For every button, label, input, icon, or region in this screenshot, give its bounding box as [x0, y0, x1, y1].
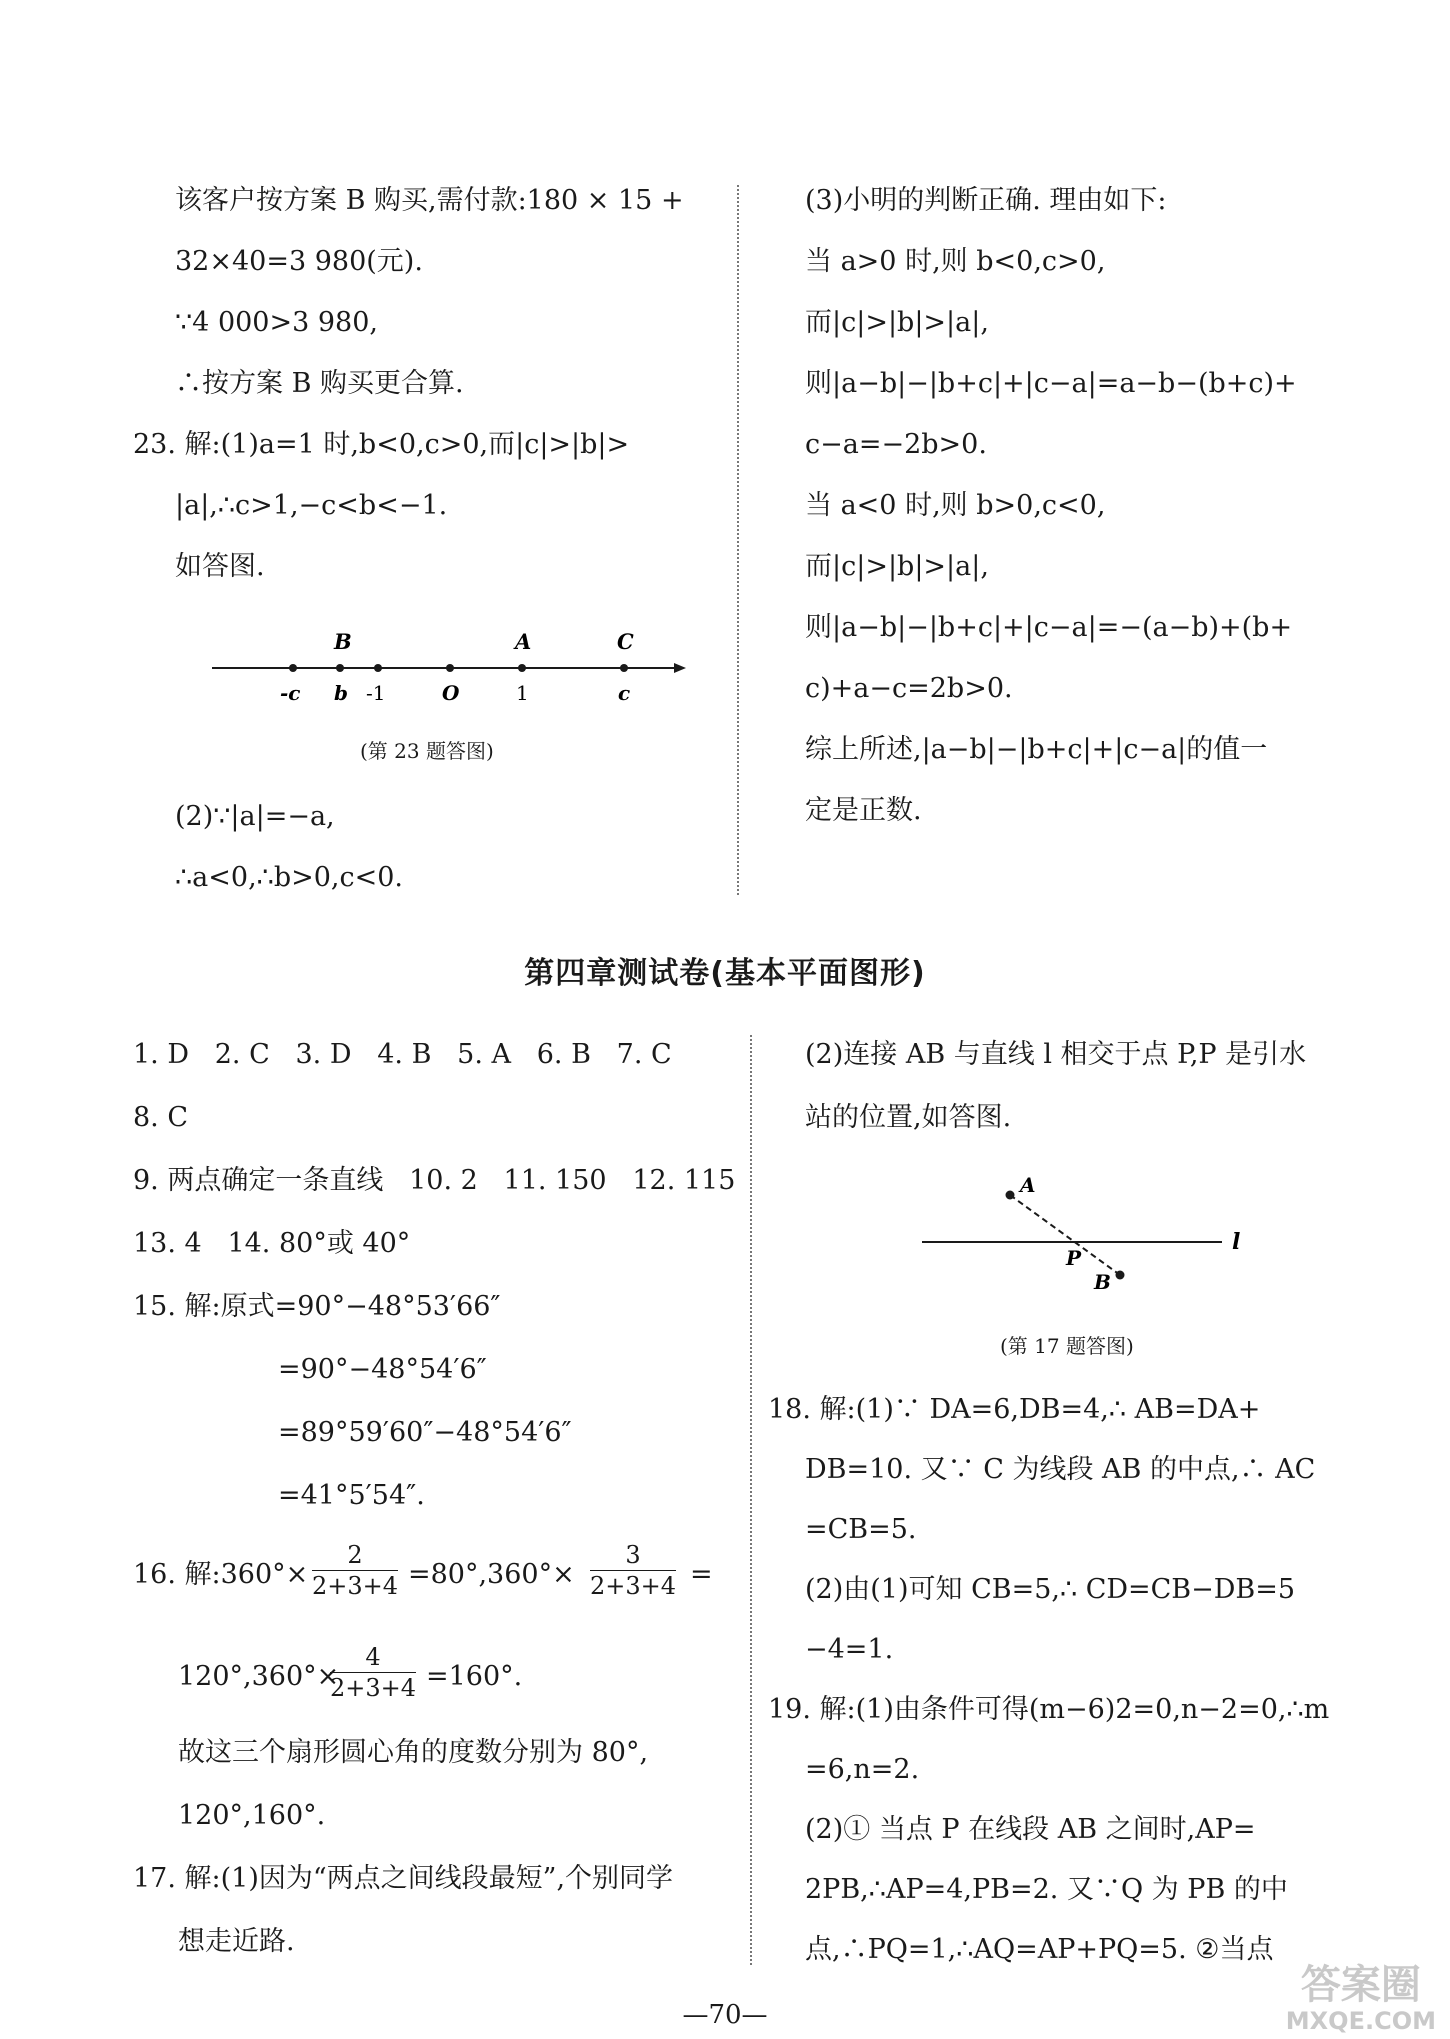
- text-line: ∴按方案 B 购买更合算.: [175, 368, 464, 399]
- text-line: 当 a>0 时,则 b<0,c>0,: [805, 246, 1106, 277]
- fraction-numerator: 4: [365, 1643, 381, 1671]
- text-line: −4=1.: [805, 1634, 894, 1665]
- text-line: DB=10. 又∵ C 为线段 AB 的中点,∴ AC: [805, 1454, 1316, 1485]
- figure-caption: (第 23 题答图): [360, 739, 494, 763]
- fraction: [590, 1540, 676, 1601]
- column-divider: [750, 1035, 752, 1965]
- column-divider: [737, 185, 739, 895]
- tick-c: c: [618, 681, 631, 705]
- text-line: 如答图.: [175, 551, 265, 582]
- label-B: B: [1094, 1270, 1111, 1294]
- text-line: 该客户按方案 B 购买,需付款:180 × 15 +: [175, 185, 684, 216]
- point-1: [518, 664, 526, 672]
- answer-line: =41°5′54″.: [278, 1480, 425, 1511]
- text-line: (2)由(1)可知 CB=5,∴ CD=CB−DB=5: [805, 1574, 1296, 1605]
- answer-line: 9. 两点确定一条直线 10. 2 11. 150 12. 115: [133, 1165, 736, 1196]
- fraction-denominator: 2+3+4: [590, 1572, 677, 1600]
- q16-prefix: 16. 解:360°×: [133, 1559, 309, 1590]
- text-line: 站的位置,如答图.: [805, 1102, 1012, 1133]
- fraction-denominator: 2+3+4: [312, 1572, 399, 1600]
- label-P: P: [1066, 1246, 1082, 1270]
- tick-neg-1: -1: [366, 681, 386, 705]
- text-line: 而|c|>|b|>|a|,: [805, 307, 989, 338]
- q16-line2-end: =160°.: [426, 1661, 523, 1692]
- q16-mid: =80°,360°×: [408, 1559, 575, 1590]
- watermark-site: MXQE.COM: [1285, 2007, 1436, 2035]
- label-C: C: [617, 629, 634, 654]
- point-c: [620, 664, 628, 672]
- line-segment-figure: [910, 1165, 1250, 1295]
- text-line: (2)∵|a|=−a,: [175, 801, 335, 832]
- fraction-numerator: 3: [625, 1541, 641, 1569]
- point-neg-1: [374, 664, 382, 672]
- fraction: [312, 1540, 398, 1601]
- text-line: 18. 解:(1)∵ DA=6,DB=4,∴ AB=DA+: [768, 1394, 1261, 1425]
- text-line: =6,n=2.: [805, 1754, 920, 1785]
- text-line: c−a=−2b>0.: [805, 429, 987, 460]
- text-line: |a|,∴c>1,−c<b<−1.: [175, 490, 448, 521]
- text-line: ∴a<0,∴b>0,c<0.: [175, 862, 404, 893]
- answer-line: =89°59′60″−48°54′6″: [278, 1417, 572, 1448]
- text-line: 当 a<0 时,则 b>0,c<0,: [805, 490, 1106, 521]
- answer-line: 13. 4 14. 80°或 40°: [133, 1228, 411, 1259]
- text-line: (3)小明的判断正确. 理由如下:: [805, 185, 1167, 216]
- q16-line2-prefix: 120°,360°×: [178, 1661, 340, 1692]
- text-line: 17. 解:(1)因为“两点之间线段最短”,个别同学: [133, 1863, 674, 1894]
- text-line: 综上所述,|a−b|−|b+c|+|c−a|的值一: [805, 734, 1268, 765]
- text-line: 而|c|>|b|>|a|,: [805, 551, 989, 582]
- tick-neg-c: -c: [280, 681, 301, 705]
- point-origin: [446, 664, 454, 672]
- text-line: (2)① 当点 P 在线段 AB 之间时,AP=: [805, 1814, 1256, 1845]
- number-line-figure: [200, 625, 700, 735]
- q16-end: =: [690, 1559, 713, 1590]
- point-neg-c: [289, 664, 297, 672]
- tick-b: b: [334, 681, 348, 705]
- figure-caption: (第 17 题答图): [1000, 1334, 1134, 1358]
- tick-O: O: [442, 681, 460, 705]
- label-A: A: [1020, 1173, 1036, 1197]
- watermark: [1286, 1963, 1436, 2035]
- text-line: 点,∴PQ=1,∴AQ=AP+PQ=5. ②当点: [805, 1934, 1274, 1965]
- watermark-logo: 答案圈: [1300, 1962, 1421, 2008]
- text-line: 19. 解:(1)由条件可得(m−6)2=0,n−2=0,∴m: [768, 1694, 1330, 1725]
- text-line: c)+a−c=2b>0.: [805, 673, 1013, 704]
- label-B: B: [334, 629, 352, 654]
- page-number: —70—: [682, 2000, 768, 2030]
- answer-line: 15. 解:原式=90°−48°53′66″: [133, 1291, 501, 1322]
- text-line: =CB=5.: [805, 1514, 917, 1545]
- tick-1: 1: [516, 681, 529, 705]
- text-line: 定是正数.: [805, 795, 922, 826]
- text-line: 则|a−b|−|b+c|+|c−a|=a−b−(b+c)+: [805, 368, 1297, 399]
- answer-line: 1. D 2. C 3. D 4. B 5. A 6. B 7. C: [133, 1039, 672, 1070]
- fraction: [330, 1642, 416, 1703]
- text-line: ∵4 000>3 980,: [175, 307, 378, 338]
- answer-line: 8. C: [133, 1102, 189, 1133]
- text-line: 故这三个扇形圆心角的度数分别为 80°,: [178, 1737, 649, 1768]
- text-line: 32×40=3 980(元).: [175, 246, 423, 277]
- text-line: 2PB,∴AP=4,PB=2. 又∵Q 为 PB 的中: [805, 1874, 1288, 1905]
- text-line: 想走近路.: [178, 1926, 295, 1957]
- point-B: [1116, 1271, 1125, 1280]
- label-l: l: [1232, 1229, 1241, 1255]
- fraction-denominator: 2+3+4: [330, 1674, 417, 1702]
- answer-line: =90°−48°54′6″: [278, 1354, 487, 1385]
- point-b: [336, 664, 344, 672]
- text-line: 23. 解:(1)a=1 时,b<0,c>0,而|c|>|b|>: [133, 429, 630, 460]
- text-line: 则|a−b|−|b+c|+|c−a|=−(a−b)+(b+: [805, 612, 1293, 643]
- text-line: (2)连接 AB 与直线 l 相交于点 P,P 是引水: [805, 1039, 1307, 1070]
- label-A: A: [515, 629, 532, 654]
- chapter-title: 第四章测试卷(基本平面图形): [524, 956, 926, 991]
- text-line: 120°,160°.: [178, 1800, 326, 1831]
- fraction-numerator: 2: [347, 1541, 363, 1569]
- point-A: [1006, 1191, 1015, 1200]
